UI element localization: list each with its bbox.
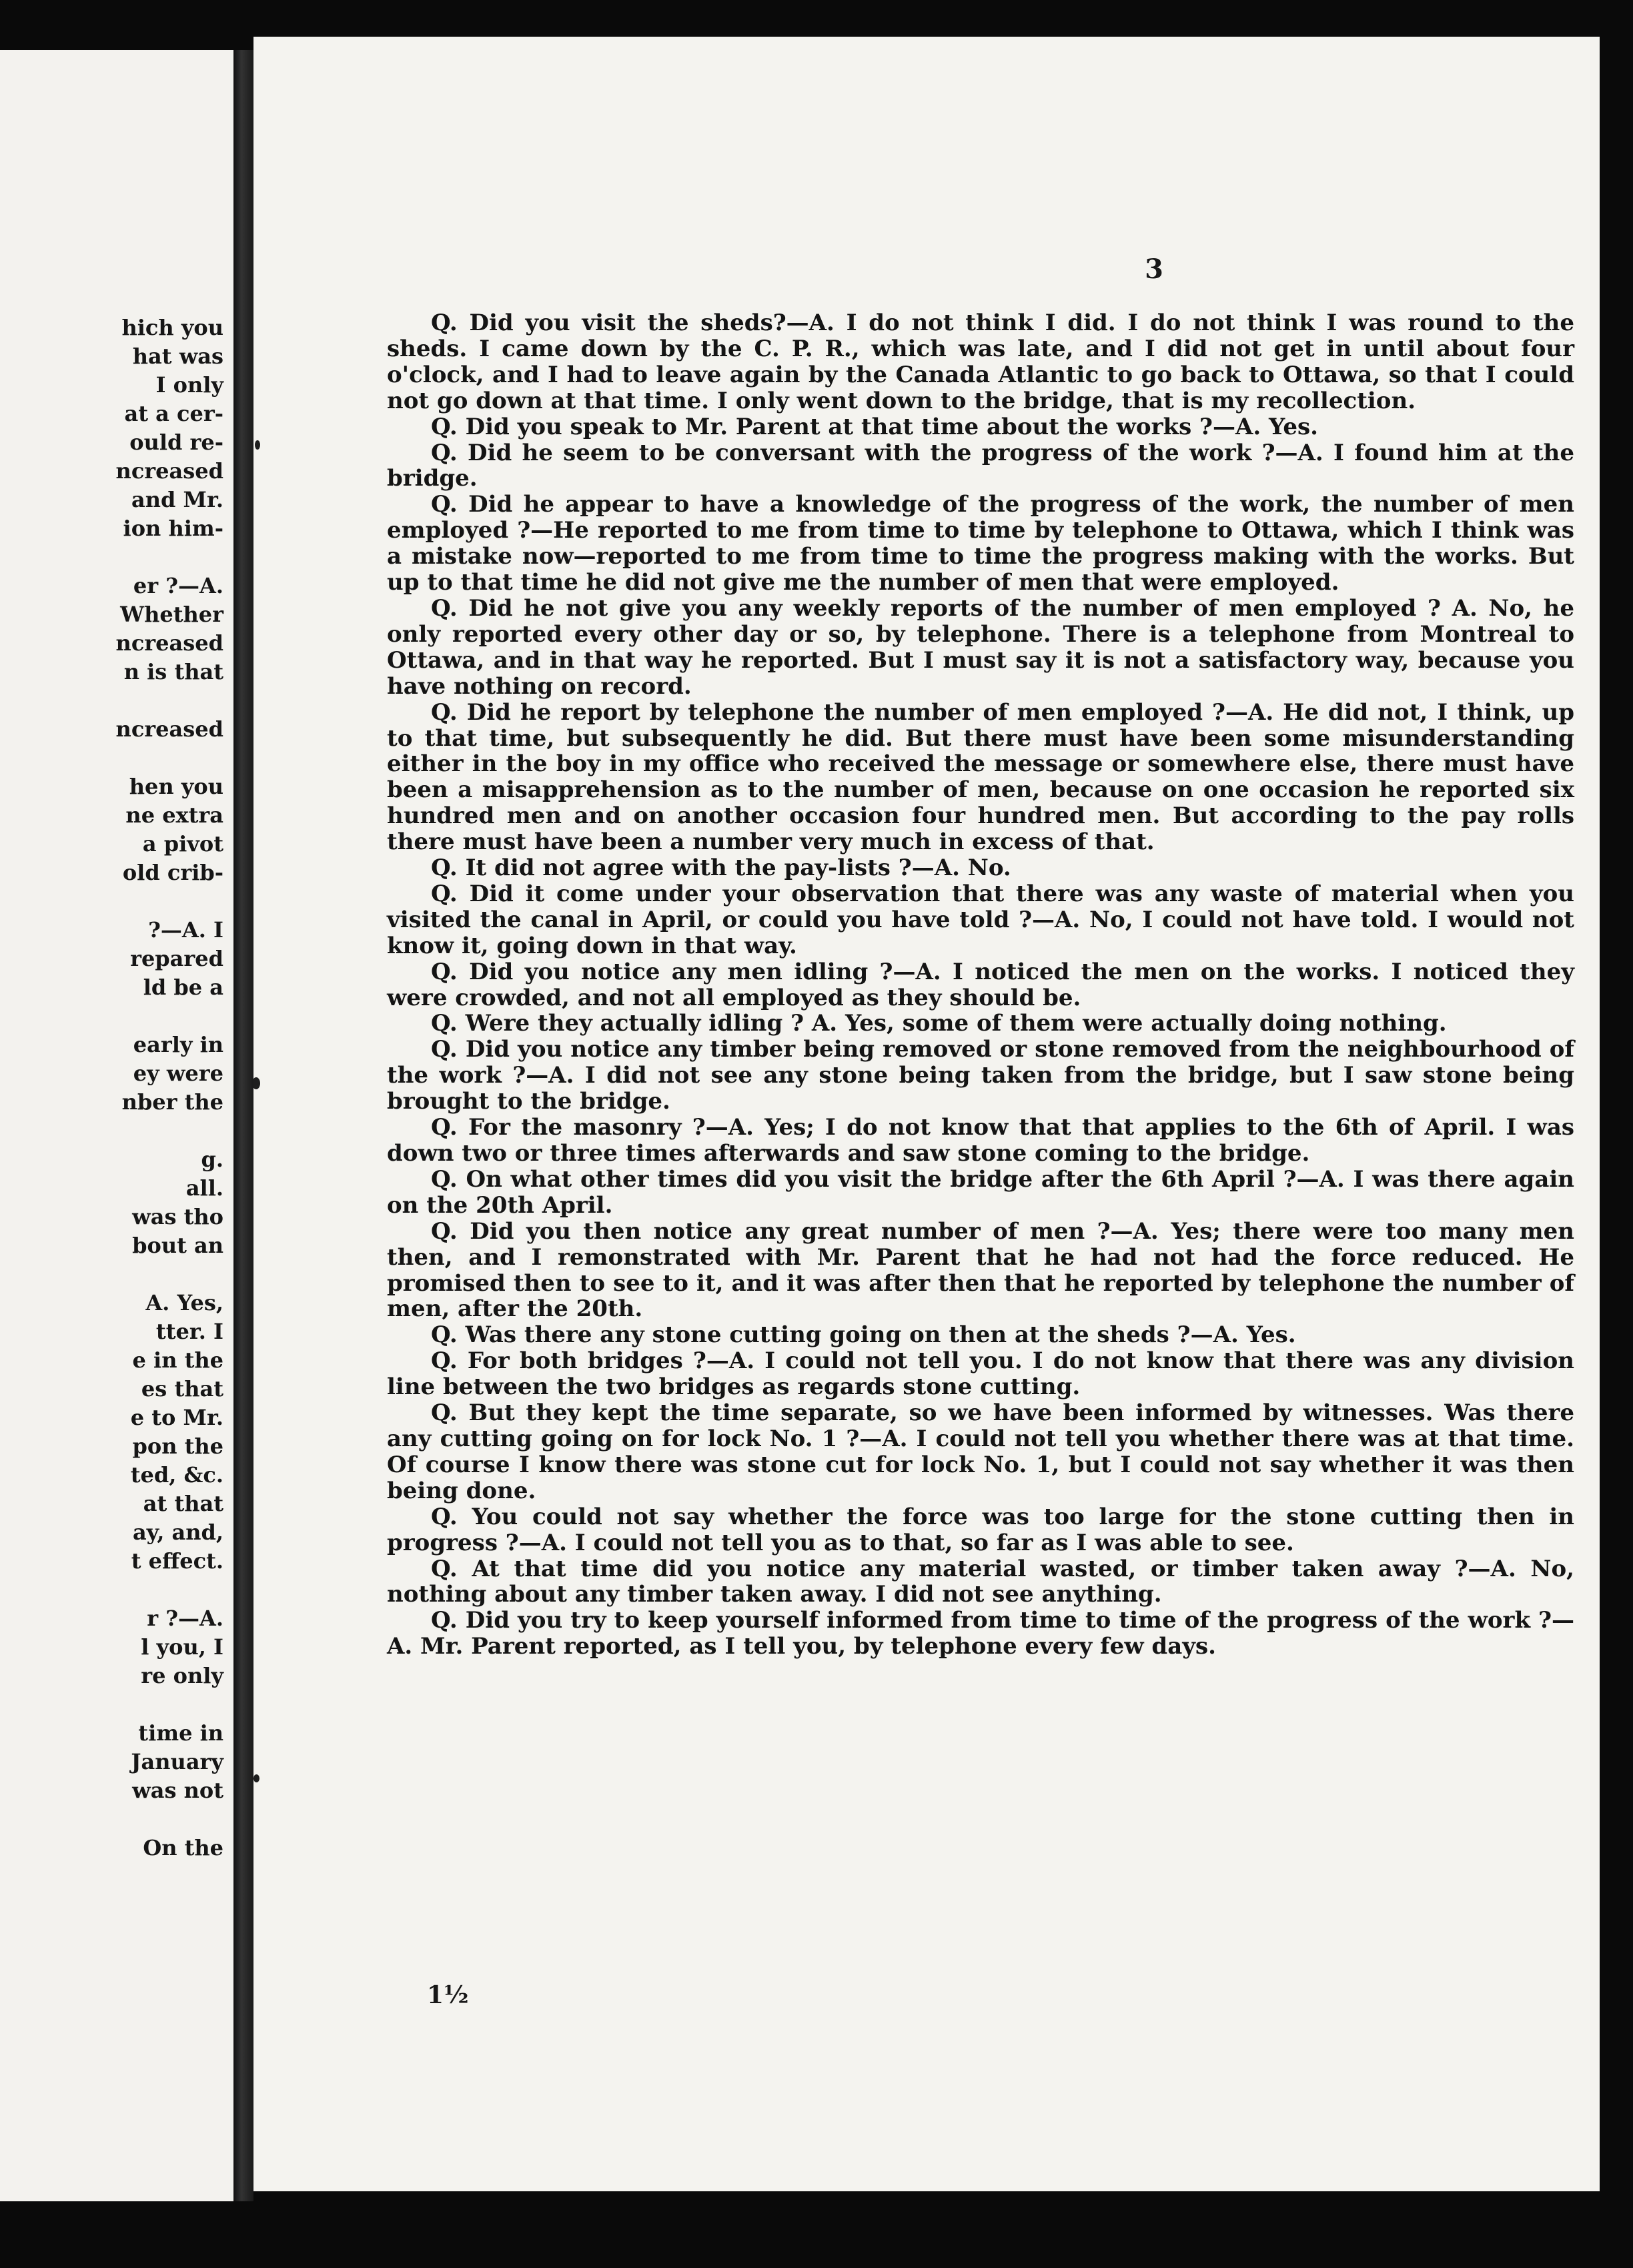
margin-speck bbox=[253, 1774, 259, 1782]
left-fragment-line: ted, &c. bbox=[130, 1462, 223, 1488]
margin-speck bbox=[255, 440, 260, 450]
qa-paragraph: Q. But they kept the time separate, so we have been informed by witnesses. Was there any cutting going on for lock No. 1 ?—A. I could not tell you whether there was at that time. Of course I know there was stone cut for lock No. 1, but I could not say whether it was then being done. bbox=[387, 1399, 1574, 1504]
body-text bbox=[387, 310, 1574, 1660]
left-fragment-line: hen you bbox=[129, 774, 223, 799]
qa-paragraph: Q. Did he seem to be conversant with the progress of the work ?—A. I found him at the bridge. bbox=[387, 439, 1574, 492]
left-fragment-line: hich you bbox=[121, 315, 223, 340]
book-gutter bbox=[233, 50, 253, 2201]
left-fragment-line bbox=[0, 1576, 223, 1604]
left-fragment-line: a pivot bbox=[142, 831, 223, 857]
left-fragment-line: ncreased bbox=[115, 458, 223, 484]
left-fragment-line: e in the bbox=[132, 1347, 223, 1373]
left-fragment-line: g. bbox=[201, 1147, 223, 1172]
right-page bbox=[253, 37, 1600, 2191]
left-fragment-line: pon the bbox=[132, 1434, 223, 1459]
left-fragment-line: ay, and, bbox=[132, 1520, 223, 1545]
left-page-text bbox=[0, 314, 223, 1862]
qa-paragraph: Q. Did you then notice any great number of men ?—A. Yes; there were too many men then, and I remonstrated with Mr. Parent that he had not had the force reduced. He promised then to see to it, and it was after then that he reported by telephone the number of men, after the 20th. bbox=[387, 1217, 1574, 1323]
left-fragment-line: r ?—A. bbox=[147, 1606, 223, 1631]
left-fragment-line: hat was bbox=[132, 344, 223, 369]
left-fragment-line: early in bbox=[133, 1032, 223, 1057]
left-fragment-line: ey were bbox=[133, 1061, 223, 1086]
left-fragment-line bbox=[0, 1805, 223, 1834]
left-fragment-line: ne extra bbox=[125, 802, 223, 828]
qa-paragraph: Q. Did it come under your observation that there was any waste of material when you visited the canal in April, or could you have told ?—A. No, I could not have told. I would not know it, going down in that way. bbox=[387, 880, 1574, 959]
left-fragment-line: ncreased bbox=[115, 630, 223, 656]
left-fragment-line bbox=[0, 1002, 223, 1031]
qa-paragraph: Q. On what other times did you visit the bridge after the 6th April ?—A. I was there again on the 20th April. bbox=[387, 1165, 1574, 1219]
qa-paragraph: Q. Did he report by telephone the number of men employed ?—A. He did not, I think, up to that time, but subsequently he did. But there must have been some misunderstanding either in the boy in my office who received the message or somewhere else, there must have been a misapprehension as to the number of men, because on one occasion he reported six hundred men and on another occasion four hundred men. But according to the pay rolls there must have been a number very much in excess of that. bbox=[387, 698, 1574, 856]
page-number: 3 bbox=[1145, 253, 1163, 285]
left-fragment-line: ion him- bbox=[123, 516, 223, 541]
qa-paragraph: Q. For both bridges ?—A. I could not tell you. I do not know that there was any division line between the two bridges as regards stone cutting. bbox=[387, 1347, 1574, 1401]
left-fragment-line: ?—A. I bbox=[148, 917, 223, 943]
left-fragment-line: es that bbox=[141, 1376, 223, 1401]
left-fragment-line: l you, I bbox=[141, 1634, 223, 1660]
qa-paragraph: Q. For the masonry ?—A. Yes; I do not know that that applies to the 6th of April. I was down two or three times afterwards and saw stone coming to the bridge. bbox=[387, 1114, 1574, 1167]
left-fragment-line: A. Yes, bbox=[145, 1290, 223, 1315]
qa-paragraph: Q. Did he not give you any weekly reports of the number of men employed ? A. No, he only reported every other day or so, by telephone. There is a telephone from Montreal to Ottawa, and in that way he reported. But I must say it is not a satisfactory way, because you have nothing on record. bbox=[387, 594, 1574, 700]
left-fragment-line: at a cer- bbox=[124, 401, 223, 426]
qa-paragraph: Q. Did you notice any men idling ?—A. I noticed the men on the works. I noticed they were crowded, and not all employed as they should be. bbox=[387, 958, 1574, 1011]
qa-paragraph: Q. Was there any stone cutting going on then at the sheds ?—A. Yes. bbox=[431, 1321, 1296, 1349]
left-fragment-line bbox=[0, 686, 223, 715]
left-fragment-line: er ?—A. bbox=[133, 573, 223, 598]
qa-paragraph: Q. Were they actually idling ? A. Yes, some of them were actually doing nothing. bbox=[431, 1010, 1447, 1037]
qa-paragraph: Q. Did you visit the sheds?—A. I do not think I did. I do not think I was round to the sheds. I came down by the C. P. R., which was late, and I did not get in until about four o'clock, and I had to leave again by the Canada Atlantic to go back to Ottawa, so that I could not go down at that time. I only went down to the bridge, that is my recollection. bbox=[387, 310, 1574, 414]
left-fragment-line: bout an bbox=[132, 1233, 223, 1258]
left-fragment-line: time in bbox=[138, 1720, 223, 1746]
left-fragment-line: ncreased bbox=[115, 716, 223, 742]
left-fragment-line: repared bbox=[130, 946, 223, 971]
left-fragment-line: old crib- bbox=[122, 860, 223, 885]
left-fragment-line bbox=[0, 1690, 223, 1719]
left-fragment-line: was tho bbox=[132, 1204, 223, 1229]
left-fragment-line: re only bbox=[141, 1663, 223, 1688]
left-fragment-line bbox=[0, 543, 223, 572]
left-fragment-line: tter. I bbox=[155, 1319, 223, 1344]
left-fragment-line bbox=[0, 1117, 223, 1145]
left-fragment-line: January bbox=[131, 1749, 223, 1774]
qa-paragraph: Q. It did not agree with the pay-lists ?—A. No. bbox=[431, 855, 1011, 882]
left-fragment-line: t effect. bbox=[131, 1548, 223, 1574]
qa-paragraph: Q. You could not say whether the force was too large for the stone cutting then in progress ?—A. I could not tell you as to that, so far as I was able to see. bbox=[387, 1503, 1574, 1556]
left-fragment-line: all. bbox=[185, 1175, 223, 1201]
signature-mark: 1½ bbox=[427, 1981, 469, 2009]
left-fragment-line: ould re- bbox=[129, 430, 223, 455]
left-fragment-line bbox=[0, 744, 223, 772]
qa-paragraph: Q. Did you try to keep yourself informed from time to time of the progress of the work ?—A. Mr. Parent reported, as I tell you, by telephone every few days. bbox=[387, 1607, 1574, 1660]
left-fragment-line: Whether bbox=[120, 602, 223, 627]
left-fragment-line bbox=[0, 887, 223, 916]
qa-paragraph: Q. At that time did you notice any material wasted, or timber taken away ?—A. No, nothing about any timber taken away. I did not see anything. bbox=[387, 1555, 1574, 1608]
left-fragment-line: was not bbox=[132, 1778, 223, 1803]
left-fragment-line: e to Mr. bbox=[130, 1405, 223, 1430]
qa-paragraph: Q. Did you notice any timber being removed or stone removed from the neighbourhood of the work ?—A. I did not see any stone being taken from the bridge, but I saw stone being brought to the bridge. bbox=[387, 1036, 1574, 1115]
margin-speck bbox=[253, 1077, 260, 1089]
left-fragment-line: and Mr. bbox=[131, 487, 223, 512]
left-page-fragment bbox=[0, 50, 233, 2201]
left-fragment-line: n is that bbox=[123, 659, 223, 684]
left-fragment-line bbox=[0, 1260, 223, 1289]
left-fragment-line: I only bbox=[155, 372, 223, 398]
left-fragment-line: nber the bbox=[121, 1089, 223, 1115]
qa-paragraph: Q. Did you speak to Mr. Parent at that time about the works ?—A. Yes. bbox=[431, 413, 1318, 440]
qa-paragraph: Q. Did he appear to have a knowledge of the progress of the work, the number of men employed ?—He reported to me from time to time by telephone to Ottawa, which I think was a mistake now—reported to me from time to time the progress making with the works. But up to that time he did not give me the number of men that were employed. bbox=[387, 491, 1574, 596]
left-fragment-line: ld be a bbox=[143, 975, 223, 1000]
left-fragment-line: On the bbox=[143, 1835, 223, 1860]
left-fragment-line: at that bbox=[143, 1491, 223, 1516]
